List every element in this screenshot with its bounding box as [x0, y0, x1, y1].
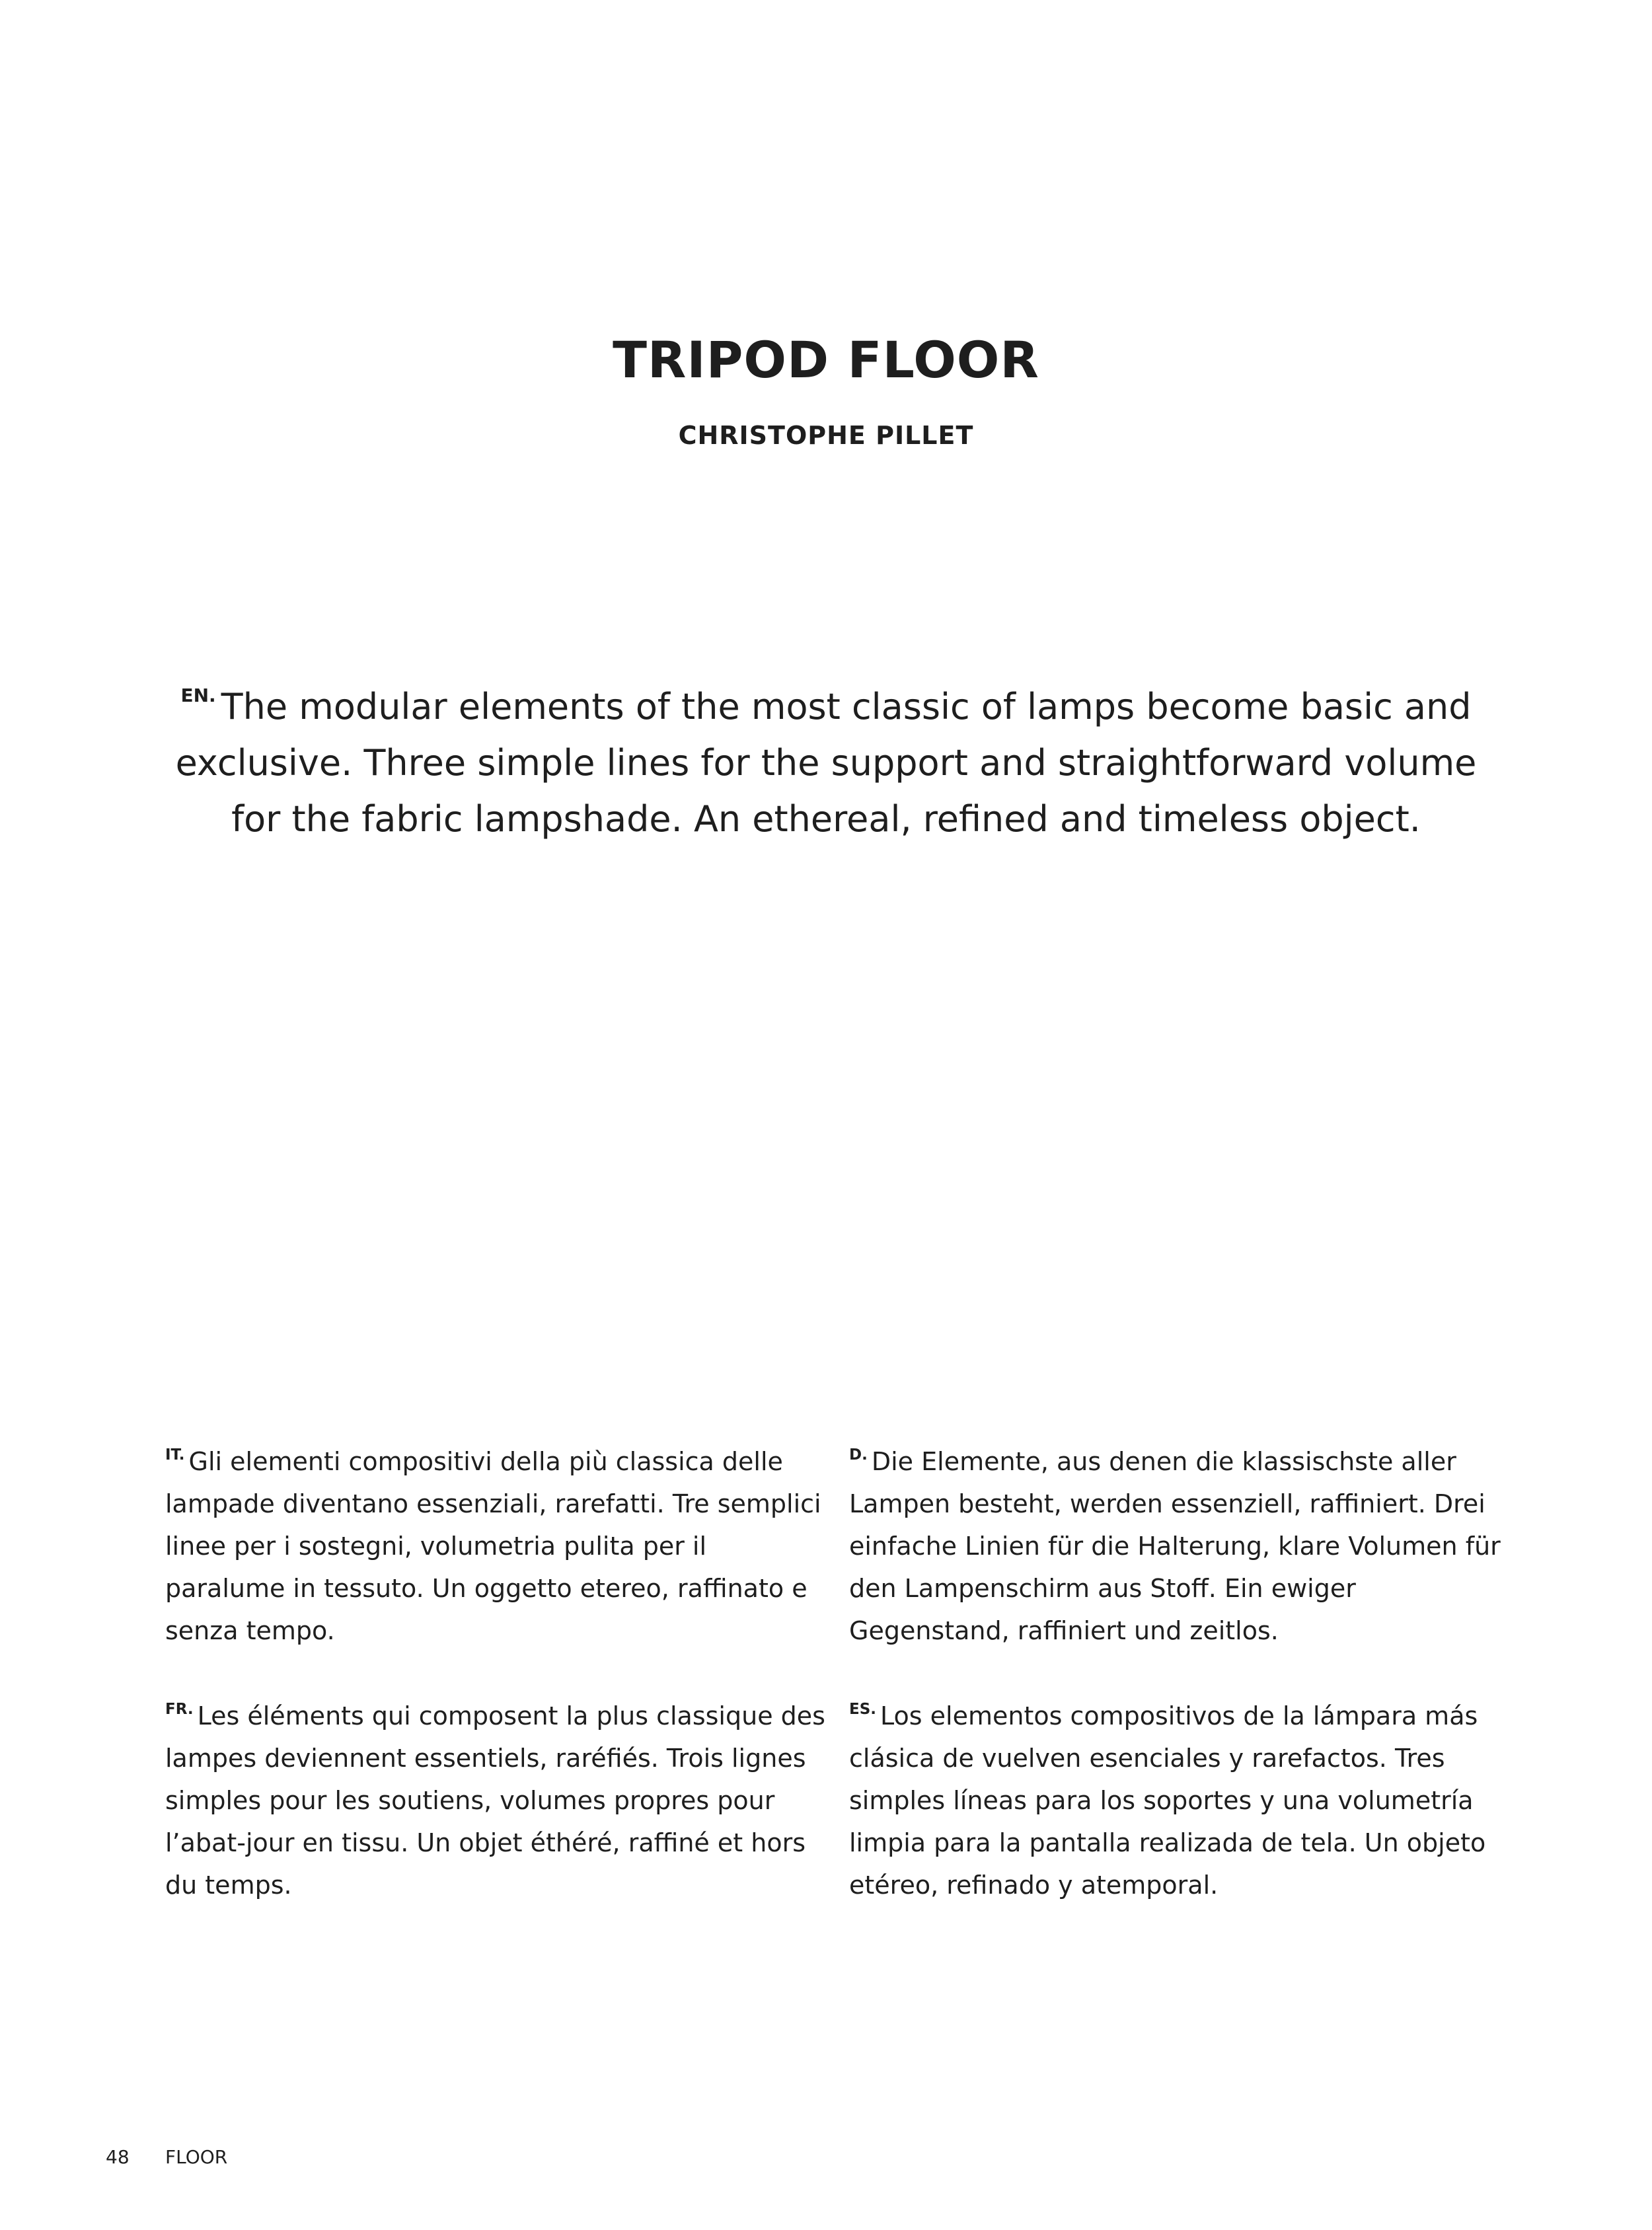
paragraph-it: [165, 1434, 826, 1652]
intro-paragraph-en: [152, 667, 1500, 847]
paragraph-es-text: Los elementos compositivos de la lámpara más clásica de vuelven esenciales y rarefactos. Tres simples líneas para los soportes y una volumetría limpia para la pantalla realizada de tela. Un objeto etéreo, refinado y atemporal.: [849, 1701, 1486, 1900]
paragraph-fr-text: Les éléments qui composent la plus classique des lampes deviennent essentiels, raréfiés. Trois lignes simples pour les soutiens, volumes propres pour l’abat-jour en tissu. Un objet éthéré, raffiné et hors du temps.: [165, 1701, 825, 1900]
paragraph-de-text: Die Elemente, aus denen die klassischste aller Lampen besteht, werden essenziell, raffiniert. Drei einfache Linien für die Halterung, klare Volumen für den Lampenschirm aus Stoff. Ein ewiger Gegenstand, raffiniert und zeitlos.: [849, 1447, 1501, 1645]
page-number: 48: [106, 2146, 130, 2168]
language-tag-en: EN.: [180, 685, 216, 706]
paragraph-it-text: Gli elementi compositivi della più classica delle lampade diventano essenziali, rarefatti. Tre semplici linee per i sostegni, volumetria pulita per il paralume in tessuto. Un oggetto etereo, raffinato e senza tempo.: [165, 1447, 821, 1645]
designer-name: CHRISTOPHE PILLET: [678, 421, 974, 450]
language-tag-it: IT.: [165, 1446, 185, 1464]
paragraph-es: [849, 1688, 1510, 1906]
paragraph-de: [849, 1434, 1510, 1652]
intro-text: The modular elements of the most classic of lamps become basic and exclusive. Three simple lines for the support and straightforward volume for the fabric lampshade. An ethereal, refined and timeless object.: [175, 686, 1477, 840]
paragraph-fr: [165, 1688, 826, 1906]
section-label: FLOOR: [165, 2146, 228, 2168]
language-tag-es: ES.: [849, 1701, 877, 1718]
language-tag-de: D.: [849, 1446, 868, 1464]
product-title: TRIPOD FLOOR: [613, 330, 1039, 389]
language-tag-fr: FR.: [165, 1701, 194, 1718]
